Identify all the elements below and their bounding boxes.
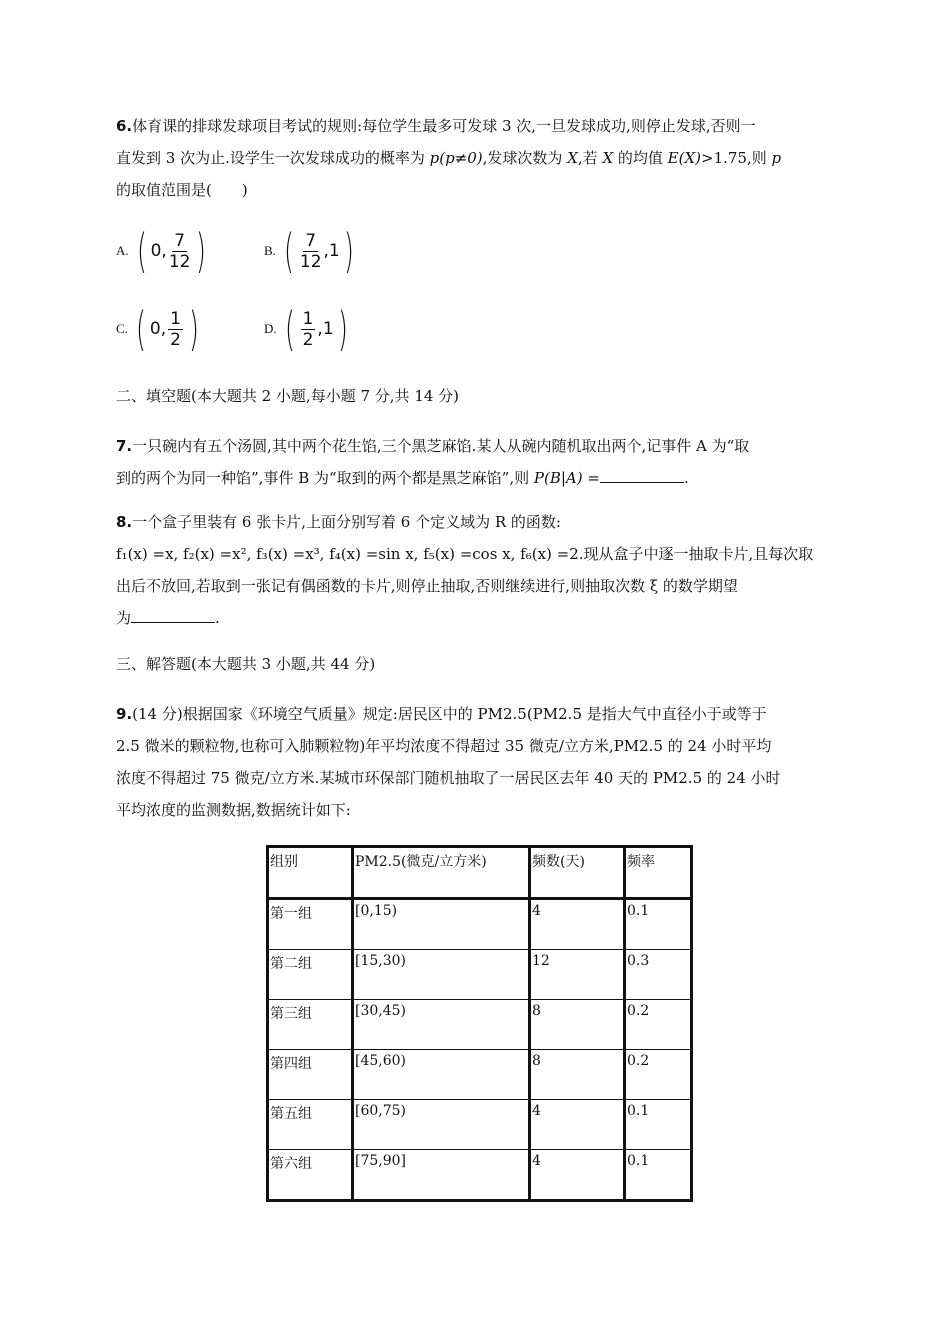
question-6	[116, 110, 836, 206]
q8-line-4: 为 .	[116, 602, 836, 634]
q6-line-3: 的取值范围是( )	[116, 181, 248, 199]
fraction: $\frac{7}{12}$	[299, 230, 322, 272]
option-c[interactable]: C. ( 0, $\frac{1}{2}$ )	[116, 302, 199, 356]
section-heading-solutions: 三、解答题(本大题共 3 小题,共 44 分)	[116, 655, 376, 673]
table-row: 第二组 [15,30) 12 0.3	[268, 950, 692, 1000]
fraction: $\frac{1}{2}$	[170, 308, 181, 350]
q6-number: 6.	[116, 117, 133, 135]
fraction: $\frac{1}{2}$	[302, 308, 314, 350]
table-row: 第六组 [75,90] 4 0.1	[268, 1150, 692, 1201]
q8-line-2: f₁(x) =x, f₂(x) =x², f₃(x) =x³, f₄(x) =sin x, f₅(x) =cos x, f₆(x) =2.现从盒子中逐一抽取卡片,且每次取	[116, 545, 814, 563]
option-a[interactable]: A. ( 0, $\frac{7}{12}$ )	[116, 224, 207, 278]
table-row: 第一组 [0,15) 4 0.1	[268, 899, 692, 950]
table-header-row	[268, 847, 692, 899]
q8-line-1: 8.一个盒子里装有 6 张卡片,上面分别写着 6 个定义域为 R 的函数:	[116, 513, 561, 531]
question-7	[116, 430, 836, 494]
answer-blank[interactable]	[131, 604, 215, 623]
q6-line-2: 直发到 3 次为止.设学生一次发球成功的概率为 p(p≠0),发球次数为 X,若 X 的均值 E(X)>1.75,则 p	[116, 149, 782, 167]
q9-line-3: 浓度不得超过 75 微克/立方米.某城市环保部门随机抽取了一居民区去年 40 天的 PM2.5 的 24 小时	[116, 769, 781, 787]
q7-line-2: 到的两个为同一种馅”,事件 B 为“取到的两个都是黑芝麻馅”,则 P(B|A) = .	[116, 462, 836, 494]
header-group: 组别	[268, 847, 353, 899]
header-pm25: PM2.5(微克/立方米)	[353, 847, 530, 899]
q9-line-1: 9.(14 分)根据国家《环境空气质量》规定:居民区中的 PM2.5(PM2.5 是指大气中直径小于或等于	[116, 705, 767, 723]
question-9	[116, 698, 836, 826]
header-frequency-rate: 频率	[625, 847, 692, 899]
header-frequency-count: 频数(天)	[530, 847, 625, 899]
q8-line-3: 出后不放回,若取到一张记有偶函数的卡片,则停止抽取,否则继续进行,则抽取次数 ξ 的数学期望	[116, 577, 738, 595]
option-d[interactable]: D. ( $\frac{1}{2}$ ,1 )	[264, 302, 348, 356]
fraction: $\frac{7}{12}$	[168, 230, 191, 272]
q9-line-4: 平均浓度的监测数据,数据统计如下:	[116, 801, 351, 819]
table-row: 第四组 [45,60) 8 0.2	[268, 1050, 692, 1100]
question-8	[116, 506, 836, 634]
q6-line-1: 6.体育课的排球发球项目考试的规则:每位学生最多可发球 3 次,一旦发球成功,则停止发球,否则一	[116, 117, 756, 135]
section-heading-fill-blank: 二、填空题(本大题共 2 小题,每小题 7 分,共 14 分)	[116, 387, 460, 405]
table-row: 第三组 [30,45) 8 0.2	[268, 1000, 692, 1050]
pm25-table	[266, 845, 693, 1202]
table-row: 第五组 [60,75) 4 0.1	[268, 1100, 692, 1150]
answer-blank[interactable]	[600, 464, 684, 483]
q9-line-2: 2.5 微米的颗粒物,也称可入肺颗粒物)年平均浓度不得超过 35 微克/立方米,PM2.5 的 24 小时平均	[116, 737, 772, 755]
option-b[interactable]: B. ( $\frac{7}{12}$ ,1 )	[264, 224, 354, 278]
q7-line-1: 7.一只碗内有五个汤圆,其中两个花生馅,三个黑芝麻馅.某人从碗内随机取出两个,记事件 A 为“取	[116, 437, 750, 455]
